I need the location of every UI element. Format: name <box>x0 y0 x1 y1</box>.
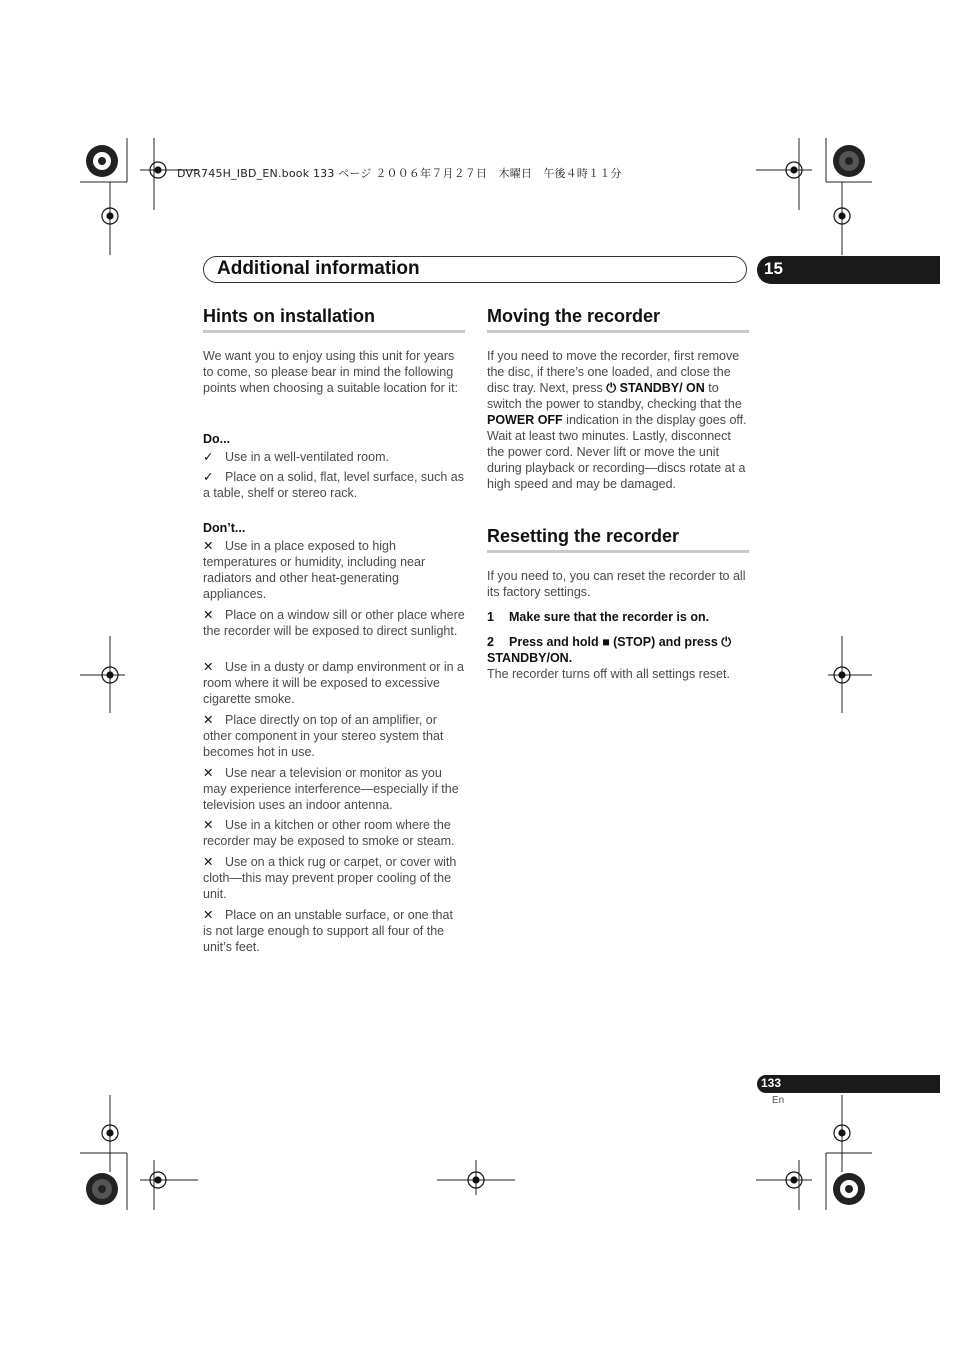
hints-intro: We want you to enjoy using this unit for years to come, so please bear in mind the following points when choosing a suitable location for it: <box>203 349 459 395</box>
moving-text: to switch the power to standby, checking that the <box>487 381 742 411</box>
resetting-intro: If you need to, you can reset the recorder to all its factory settings. <box>487 569 746 599</box>
hints-heading-rule <box>203 330 465 333</box>
reset-result: The recorder turns off with all settings reset. <box>487 667 730 681</box>
dont-item-text: Use in a place exposed to high temperatures or humidity, including near radiators and other heat-generating appliances. <box>203 539 426 601</box>
standby-label: STANDBY/ ON <box>619 381 705 395</box>
reset-step-1 <box>487 609 749 625</box>
cross-icon: ✕ <box>203 660 214 674</box>
dont-item <box>203 907 465 955</box>
dont-item-text: Use on a thick rug or carpet, or cover with cloth—this may prevent proper cooling of the unit. <box>203 855 457 901</box>
moving-paragraph <box>487 348 749 492</box>
check-icon: ✓ <box>203 470 214 484</box>
check-icon: ✓ <box>203 450 214 464</box>
resetting-heading-rule <box>487 550 749 553</box>
cross-icon: ✕ <box>203 608 214 622</box>
dont-item-text: Place on a window sill or other place where the recorder will be exposed to direct sunlight. <box>203 608 465 638</box>
power-icon: ⏻ <box>721 635 732 649</box>
cross-icon: ✕ <box>203 539 214 553</box>
moving-heading: Moving the recorder <box>487 306 661 326</box>
page-number-tab <box>757 1075 940 1093</box>
cross-icon: ✕ <box>203 908 214 922</box>
cross-icon: ✕ <box>203 766 214 780</box>
moving-text: If you need to move the recorder, first remove the disc, if there’s one loaded, and close the disc tray. Next, press <box>487 349 740 395</box>
page-number: 133 <box>761 1076 782 1090</box>
step-number: 2 <box>487 635 494 649</box>
power-off-label: POWER OFF <box>487 413 563 427</box>
reset-step-2 <box>487 634 749 666</box>
chapter-number: 15 <box>764 259 783 278</box>
dont-item-text: Use in a kitchen or other room where the recorder may be exposed to smoke or steam. <box>203 818 455 848</box>
do-item-text: Place on a solid, flat, level surface, such as a table, shelf or stereo rack. <box>203 470 465 500</box>
language-code: En <box>772 1095 785 1106</box>
step-text: (STOP) and press <box>609 635 722 649</box>
moving-heading-rule <box>487 330 749 333</box>
dont-item <box>203 712 465 760</box>
dont-item <box>203 607 465 639</box>
step-text: STANDBY/ON. <box>487 651 573 665</box>
cross-icon: ✕ <box>203 818 214 832</box>
stop-icon: ■ <box>602 635 610 649</box>
dont-label: Don’t... <box>203 521 246 535</box>
do-item <box>203 449 465 465</box>
step-text: Make sure that the recorder is on. <box>509 610 710 624</box>
do-item-text: Use in a well-ventilated room. <box>225 450 389 464</box>
dont-item <box>203 854 465 902</box>
dont-item-text: Place directly on top of an amplifier, or other component in your stereo system that becomes hot in use. <box>203 713 444 759</box>
cross-icon: ✕ <box>203 713 214 727</box>
step-text: Press and hold <box>509 635 603 649</box>
dont-item-text: Use near a television or monitor as you may experience interference—especially if the television uses an indoor antenna. <box>203 766 459 812</box>
dont-item-text: Use in a dusty or damp environment or in a room where it will be exposed to excessive cigarette smoke. <box>203 660 465 706</box>
dont-item <box>203 817 465 849</box>
power-icon: ⏻ <box>606 381 617 395</box>
cross-icon: ✕ <box>203 855 214 869</box>
chapter-tab <box>757 256 940 284</box>
dont-item <box>203 659 465 707</box>
section-title: Additional information <box>217 258 420 279</box>
step-number: 1 <box>487 610 494 624</box>
hints-heading: Hints on installation <box>203 306 376 326</box>
do-item <box>203 469 465 501</box>
print-header: DVR745H_IBD_EN.book 133 ページ ２００６年７月２７日 木曜日 午後４時１１分 <box>177 167 622 180</box>
do-label: Do... <box>203 432 231 446</box>
resetting-heading: Resetting the recorder <box>487 526 680 546</box>
dont-item <box>203 765 465 813</box>
dont-item-text: Place on an unstable surface, or one that is not large enough to support all four of the unit’s feet. <box>203 908 453 954</box>
moving-text: indication in the display goes off. Wait at least two minutes. Lastly, disconnect the power cord. Never lift or move the unit during playback or recording—discs rotate at a high speed and may be damaged. <box>487 413 747 491</box>
dont-item <box>203 538 465 602</box>
